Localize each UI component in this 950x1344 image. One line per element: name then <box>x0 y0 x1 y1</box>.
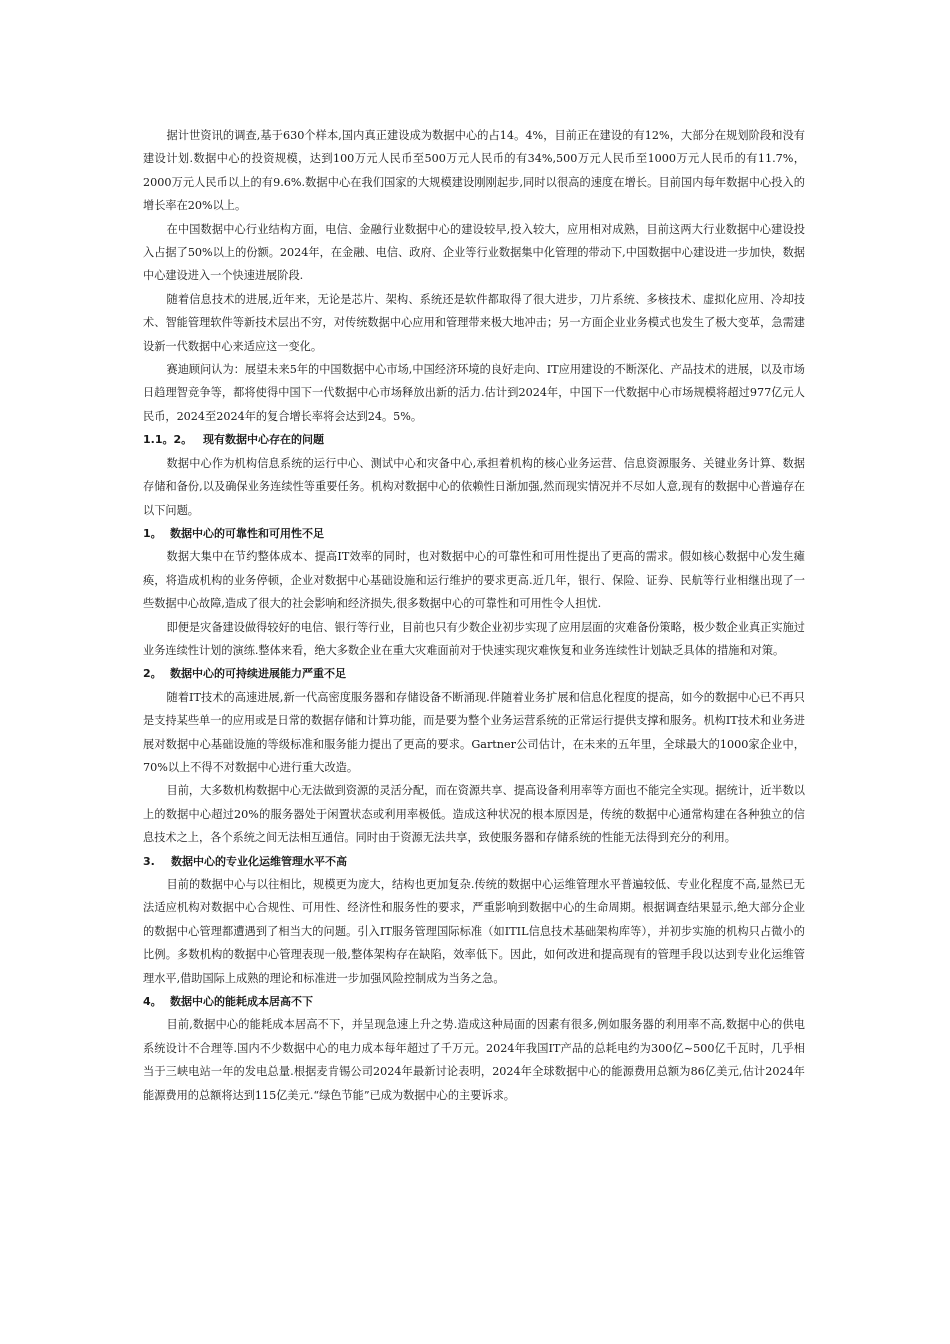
issue-title: 数据中心的能耗成本居高不下 <box>170 995 313 1009</box>
body-paragraph: 目前的数据中心与以往相比，规模更为庞大，结构也更加复杂.传统的数据中心运维管理水平普遍较低、专业化程度不高,显然已无法适应机构对数据中心合规性、可用性、经济性和服务性的要求，严重影响到数据中心的生命周期。根据调查结果显示,绝大部分企业的数据中心管理都遭遇到了相当大的问题。引入IT服务管理国际标准（如ITIL信息技术基础架构库等），并初步实施的机构只占微小的比例。多数机构的数据中心管理表现一般,整体架构存在缺陷，效率低下。因此，如何改进和提高现有的管理手段以达到专业化运维管理水平,借助国际上成熟的理论和标准进一步加强风险控制成为当务之急。 <box>143 878 805 985</box>
body-paragraph: 赛迪顾问认为：展望未来5年的中国数据中心市场,中国经济环境的良好走向、IT应用建设的不断深化、产品技术的进展，以及市场日趋理智竞争等，都将使得中国下一代数据中心市场释放出新的活力.估计到2024年，中国下一代数据中心市场规模将超过977亿元人民币，2024至2024年的复合增长率将会达到24。5%。 <box>143 363 805 423</box>
issue-title: 数据中心的专业化运维管理水平不高 <box>171 854 347 868</box>
issue-heading <box>143 990 805 1013</box>
issue-heading <box>143 662 805 685</box>
issue-title: 数据中心的可持续进展能力严重不足 <box>170 667 346 681</box>
issue-number: 1。 <box>143 526 162 540</box>
document-page <box>143 124 805 1107</box>
issue-title: 数据中心的可靠性和可用性不足 <box>170 526 324 540</box>
issue-number: 3. <box>143 854 155 868</box>
issue-heading <box>143 850 805 873</box>
body-paragraph: 目前,数据中心的能耗成本居高不下，并呈现急速上升之势.造成这种局面的因素有很多,例如服务器的利用率不高,数据中心的供电系统设计不合理等.国内不少数据中心的电力成本每年超过了千万元。2024年我国IT产品的总耗电约为300亿~500亿千瓦时，几乎相当于三峡电站一年的发电总量.根据麦肯锡公司2024年最新讨论表明，2024年全球数据中心的能源费用总额为86亿美元,估计2024年能源费用的总额将达到115亿美元.“绿色节能”已成为数据中心的主要诉求。 <box>143 1018 805 1102</box>
section-title: 现有数据中心存在的问题 <box>203 433 324 447</box>
body-paragraph: 随着IT技术的高速进展,新一代高密度服务器和存储设备不断涌现.伴随着业务扩展和信息化程度的提高，如今的数据中心已不再只是支持某些单一的应用或是日常的数据存储和计算功能，而是要为整个业务运营系统的正常运行提供支撑和服务。机构IT技术和业务进展对数据中心基础设施的等级标准和服务能力提出了更高的要求。Gartner公司估计，在未来的五年里，全球最大的1000家企业中，70%以上不得不对数据中心进行重大改造。 <box>143 690 805 774</box>
section-number: 1.1。2。 <box>143 433 193 447</box>
issue-heading <box>143 522 805 545</box>
issue-number: 4。 <box>143 995 162 1009</box>
body-paragraph: 即便是灾备建设做得较好的电信、银行等行业，目前也只有少数企业初步实现了应用层面的灾难备份策略，极少数企业真正实施过业务连续性计划的演练.整体来看，绝大多数企业在重大灾难面前对于快速实现灾难恢复和业务连续性计划缺乏具体的措施和对策。 <box>143 620 805 657</box>
body-paragraph: 据计世资讯的调查,基于630个样本,国内真正建设成为数据中心的占14。4%，目前正在建设的有12%，大部分在规划阶段和没有建设计划.数据中心的投资规模，达到100万元人民币至500万元人民币的有34%,500万元人民币至1000万元人民币的有11.7%，2000万元人民币以上的有9.6%.数据中心在我们国家的大规模建设刚刚起步,同时以很高的速度在增长。目前国内每年数据中心投入的增长率在20%以上。 <box>143 129 805 213</box>
section-heading <box>143 428 805 451</box>
body-paragraph: 数据中心作为机构信息系统的运行中心、测试中心和灾备中心,承担着机构的核心业务运营、信息资源服务、关键业务计算、数据存储和备份,以及确保业务连续性等重要任务。机构对数据中心的依赖性日渐加强,然而现实情况并不尽如人意,现有的数据中心普遍存在以下问题。 <box>143 456 805 517</box>
body-paragraph: 在中国数据中心行业结构方面，电信、金融行业数据中心的建设较早,投入较大，应用相对成熟，目前这两大行业数据中心建设投入占据了50%以上的份额。2024年，在金融、电信、政府、企业等行业数据集中化管理的带动下,中国数据中心建设进一步加快，数据中心建设进入一个快速进展阶段. <box>143 222 805 283</box>
issue-number: 2。 <box>143 667 162 681</box>
body-paragraph: 数据大集中在节约整体成本、提高IT效率的同时，也对数据中心的可靠性和可用性提出了更高的需求。假如核心数据中心发生瘫痪，将造成机构的业务停顿，企业对数据中心基础设施和运行维护的要求更高.近几年，银行、保险、证券、民航等行业相继出现了一些数据中心故障,造成了很大的社会影响和经济损失,很多数据中心的可靠性和可用性令人担忧. <box>143 550 805 611</box>
body-paragraph: 随着信息技术的进展,近年来，无论是芯片、架构、系统还是软件都取得了很大进步，刀片系统、多核技术、虚拟化应用、冷却技术、智能管理软件等新技术层出不穷，对传统数据中心应用和管理带来极大地冲击；另一方面企业业务模式也发生了极大变革，急需建设新一代数据中心来适应这一变化。 <box>143 292 805 353</box>
body-paragraph: 目前，大多数机构数据中心无法做到资源的灵活分配，而在资源共享、提高设备利用率等方面也不能完全实现。据统计，近半数以上的数据中心超过20%的服务器处于闲置状态或利用率极低。造成这种状况的根本原因是，传统的数据中心通常构建在各种独立的信息技术之上，各个系统之间无法相互通信。同时由于资源无法共享，致使服务器和存储系统的性能无法得到充分的利用。 <box>143 784 805 845</box>
